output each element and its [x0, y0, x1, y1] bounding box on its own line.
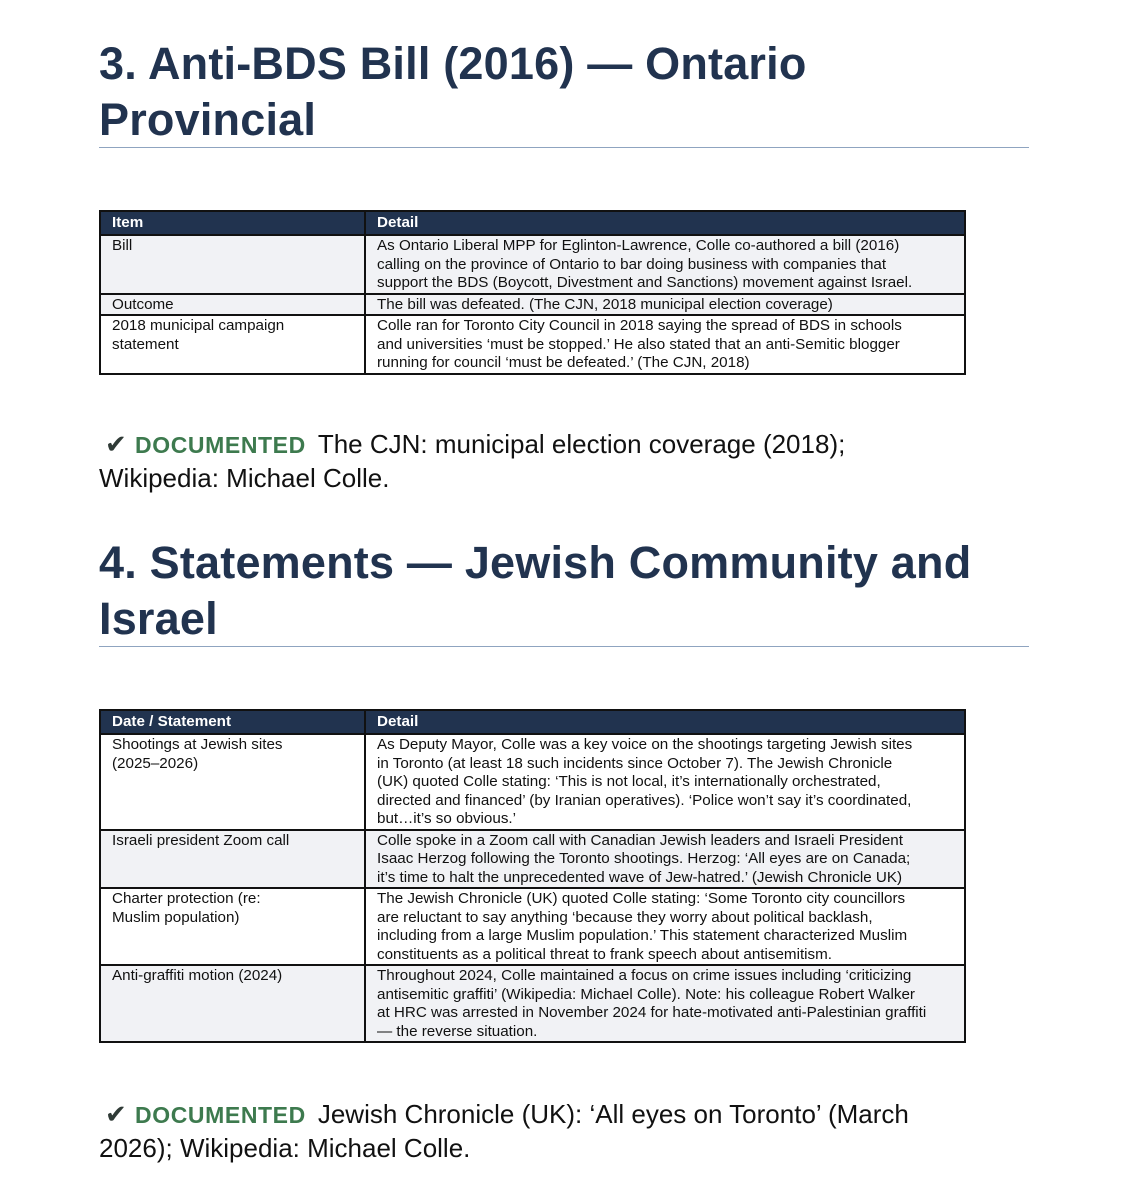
- verdict-line: The CJN: municipal election coverage (2018);: [317, 429, 846, 459]
- cell-line: including from a large Muslim population.’ This statement characterized Muslim: [377, 927, 908, 944]
- status-badge: DOCUMENTED: [135, 432, 306, 458]
- cell-line: it’s time to halt the unprecedented wave of Jew-hatred.’ (Jewish Chronicle UK): [377, 868, 903, 886]
- cell-line: Throughout 2024, Colle maintained a focus on crime issues including ‘criticizing: [377, 967, 912, 984]
- table-row: [100, 830, 965, 889]
- cell-line: The bill was defeated. (The CJN, 2018 municipal election coverage): [377, 295, 833, 313]
- cell-line: in Toronto (at least 18 such incidents since October 7). The Jewish Chronicle: [377, 754, 893, 772]
- cell-line: As Deputy Mayor, Colle was a key voice on the shootings targeting Jewish sites: [377, 736, 913, 753]
- column-header-detail: Detail: [365, 211, 965, 235]
- table-row: [100, 888, 965, 965]
- cell-line: antisemitic graffiti’ (Wikipedia: Michael Colle). Note: his colleague Robert Walker: [377, 985, 915, 1003]
- check-mark-icon: ✔: [105, 1099, 127, 1129]
- cell-line: The Jewish Chronicle (UK) quoted Colle stating: ‘Some Toronto city councillors: [377, 890, 906, 907]
- table-header-row: [100, 211, 965, 235]
- section-4-table: [99, 709, 966, 1043]
- row-detail-cell: [365, 315, 965, 374]
- column-header-detail: Detail: [365, 710, 965, 734]
- cell-line: constituents as a political threat to frank speech about antisemitism.: [377, 945, 833, 963]
- row-detail-cell: [365, 888, 965, 965]
- cell-line: Outcome: [112, 295, 174, 313]
- row-detail-cell: [365, 235, 965, 294]
- row-item-cell: [100, 235, 365, 294]
- row-item-cell: [100, 734, 365, 830]
- status-badge: DOCUMENTED: [135, 1102, 306, 1128]
- cell-line: Shootings at Jewish sites: [112, 736, 283, 753]
- table-row: [100, 294, 965, 316]
- cell-line: Anti-graffiti motion (2024): [112, 967, 283, 984]
- cell-line: support the BDS (Boycott, Divestment and Sanctions) movement against Israel.: [377, 274, 913, 291]
- row-detail-cell: [365, 830, 965, 889]
- cell-line: are reluctant to say anything ‘because they worry about political backlash,: [377, 908, 873, 926]
- table-row: [100, 315, 965, 374]
- cell-line: (UK) quoted Colle stating: ‘This is not local, it’s internationally orchestrated,: [377, 773, 881, 790]
- heading-line: 3. Anti-BDS Bill (2016) — Ontario: [99, 38, 807, 89]
- cell-line: Bill: [112, 237, 133, 254]
- column-header-item: Item: [100, 211, 365, 235]
- cell-line: As Ontario Liberal MPP for Eglinton-Lawrence, Colle co-authored a bill (2016): [377, 237, 900, 254]
- cell-line: — the reverse situation.: [377, 1022, 538, 1040]
- cell-line: at HRC was arrested in November 2024 for hate-motivated anti-Palestinian graffiti: [377, 1004, 927, 1021]
- cell-line: directed and financed’ (by Iranian operatives). ‘Police won’t say it’s coordinated,: [377, 791, 912, 809]
- section-4-verdict: [99, 1098, 999, 1165]
- cell-line: calling on the province of Ontario to bar doing business with companies that: [377, 255, 887, 273]
- row-item-cell: [100, 294, 365, 316]
- section-3-verdict: [99, 428, 999, 495]
- cell-line: (2025–2026): [112, 754, 199, 772]
- cell-line: 2018 municipal campaign: [112, 317, 285, 334]
- row-item-cell: [100, 965, 365, 1042]
- cell-line: Isaac Herzog following the Toronto shootings. Herzog: ‘All eyes are on Canada;: [377, 850, 911, 867]
- check-mark-icon: ✔: [105, 429, 127, 459]
- row-item-cell: [100, 888, 365, 965]
- section-3-heading: [99, 36, 1029, 148]
- cell-line: running for council ‘must be defeated.’ (The CJN, 2018): [377, 354, 750, 371]
- verdict-line: Wikipedia: Michael Colle.: [99, 463, 390, 493]
- cell-line: but…it’s so obvious.’: [377, 810, 517, 827]
- cell-line: Colle spoke in a Zoom call with Canadian Jewish leaders and Israeli President: [377, 831, 903, 849]
- section-3-table: [99, 210, 966, 375]
- table-header-row: [100, 710, 965, 734]
- cell-line: Muslim population): [112, 908, 240, 926]
- verdict-line: 2026); Wikipedia: Michael Colle.: [99, 1133, 471, 1163]
- table-row: [100, 235, 965, 294]
- verdict-line: Jewish Chronicle (UK): ‘All eyes on Toronto’ (March: [317, 1099, 909, 1129]
- cell-line: and universities ‘must be stopped.’ He also stated that an anti-Semitic blogger: [377, 335, 900, 353]
- section-3-divider: [99, 147, 1029, 148]
- table-row: [100, 965, 965, 1042]
- row-item-cell: [100, 315, 365, 374]
- cell-line: Charter protection (re:: [112, 890, 261, 907]
- row-detail-cell: [365, 965, 965, 1042]
- row-detail-cell: [365, 734, 965, 830]
- row-item-cell: [100, 830, 365, 889]
- cell-line: Israeli president Zoom call: [112, 831, 290, 849]
- cell-line: Colle ran for Toronto City Council in 2018 saying the spread of BDS in schools: [377, 317, 902, 334]
- table-row: [100, 734, 965, 830]
- heading-line: Provincial: [99, 94, 317, 145]
- heading-line: Israel: [99, 593, 218, 644]
- heading-line: 4. Statements — Jewish Community and: [99, 537, 972, 588]
- cell-line: statement: [112, 335, 179, 353]
- section-4-divider: [99, 646, 1029, 647]
- row-detail-cell: [365, 294, 965, 316]
- column-header-date-statement: Date / Statement: [100, 710, 365, 734]
- section-4-heading: [99, 535, 1029, 647]
